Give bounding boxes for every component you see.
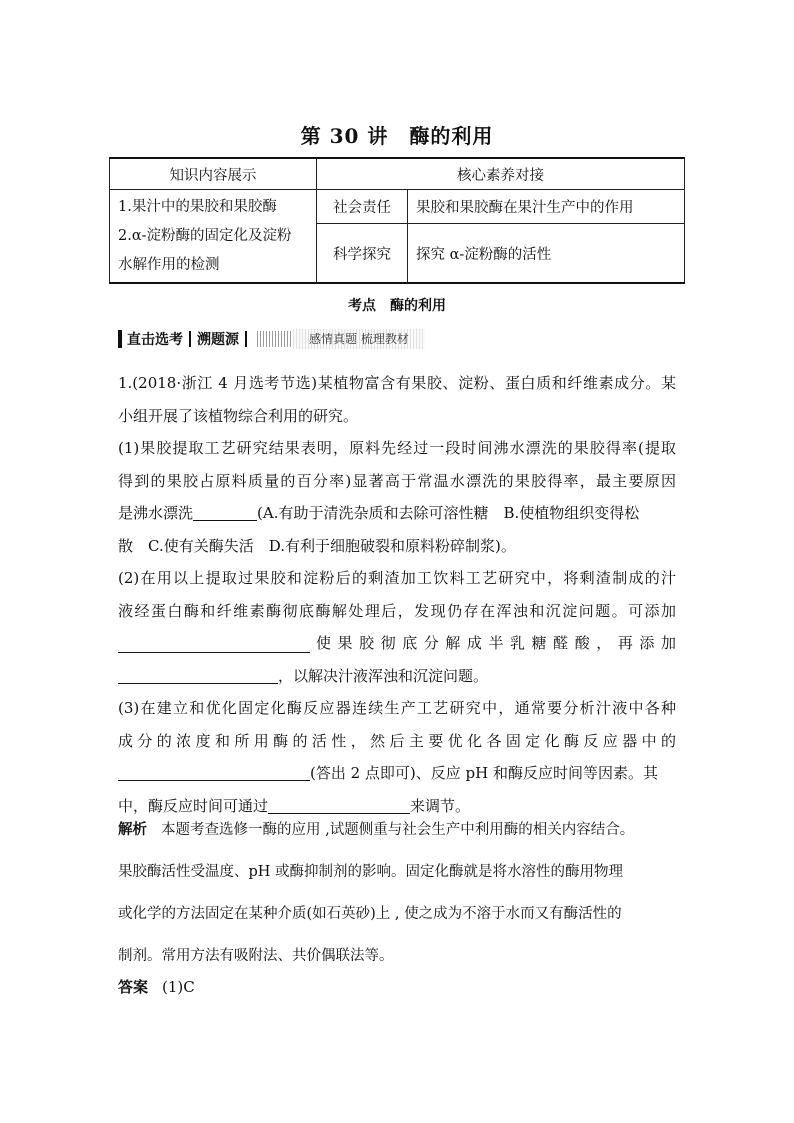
- table-row: [110, 190, 685, 224]
- analysis-block: [118, 812, 678, 980]
- question-text: 中，酶反应时间可通过: [118, 796, 269, 815]
- banner-divider: [245, 331, 247, 347]
- banner-label-1: 直击选考: [127, 332, 183, 348]
- section-banner: [118, 328, 425, 350]
- answer-blank[interactable]: [118, 634, 310, 653]
- answer-blank[interactable]: [118, 665, 278, 684]
- page-title: 第 30 讲 酶的利用: [300, 124, 494, 148]
- banner-label-2: 溯题源: [197, 332, 239, 348]
- banner-stripe: [257, 331, 293, 347]
- question-text: 是沸水漂洗: [118, 504, 194, 522]
- analysis-line: 或化学的方法固定在某种介质(如石英砂)上 , 使之成为不溶于水而又有酶活性的: [118, 906, 622, 922]
- literacy-category: 科学探究: [317, 224, 408, 284]
- question-text: (A.有助于清洗杂质和去除可溶性糖 B.使植物组织变得松: [257, 504, 640, 522]
- banner-bar-icon: [118, 330, 122, 348]
- literacy-content: 探究 α-淀粉酶的活性: [408, 224, 685, 284]
- knowledge-line: 1.果汁中的果胶和果胶酶: [118, 198, 277, 215]
- literacy-category: 社会责任: [317, 190, 408, 224]
- analysis-label: 解析: [118, 821, 147, 838]
- answer-block: [118, 976, 195, 997]
- answer-label: 答案: [118, 978, 149, 996]
- answer-blank[interactable]: [118, 762, 310, 781]
- question-block: [118, 367, 676, 822]
- overview-table: [109, 157, 685, 284]
- question-line: 小组开展了该植物综合利用的研究。: [118, 406, 359, 425]
- question-line: [118, 497, 676, 530]
- answer-blank[interactable]: [193, 502, 257, 521]
- question-text: ，以解决汁液浑浊和沉淀问题。: [278, 666, 489, 685]
- question-text: 来调节。: [410, 796, 471, 815]
- table-header-literacy: 核心素养对接: [317, 158, 685, 190]
- analysis-line: 制剂。常用方法有吸附法、共价偶联法等。: [118, 948, 394, 964]
- question-line: (2)在用以上提取过果胶和淀粉后的剩渣加工饮料工艺研究中，将剩渣制成的汁: [118, 569, 676, 587]
- table-header-knowledge: 知识内容展示: [110, 158, 317, 190]
- question-line: [118, 757, 676, 790]
- knowledge-line: 水解作用的检测: [118, 256, 220, 273]
- question-line: 成分的浓度和所用酶的活性，然后主要优化各固定化酶反应器中的: [118, 731, 676, 750]
- analysis-text: 本题考查选修一酶的应用 ,试题侧重与社会生产中利用酶的相关内容结合。: [161, 822, 635, 838]
- banner-tag: 感情真题 梳理教材: [293, 329, 425, 349]
- question-line: (1)果胶提取工艺研究结果表明，原料先经过一段时间沸水漂洗的果胶得率(提取: [118, 439, 676, 457]
- knowledge-line: 2.α-淀粉酶的固定化及淀粉: [118, 227, 292, 244]
- question-line: 散 C.使有关酶失活 D.有利于细胞破裂和原料粉碎制浆)。: [118, 536, 516, 555]
- banner-divider: [189, 331, 191, 347]
- question-text: 使果胶彻底分解成半乳糖醛酸，再添加: [316, 634, 676, 652]
- knowledge-cell: [110, 190, 317, 284]
- table-header-row: [110, 158, 685, 190]
- answer-blank[interactable]: [268, 795, 410, 814]
- analysis-line: 果胶酶活性受温度、pH 或酶抑制剂的影响。固定化酶就是将水溶性的酶用物理: [118, 864, 624, 880]
- question-line: [118, 660, 676, 693]
- question-line: (3)在建立和优化固定化酶反应器连续生产工艺研究中，通常要分析汁液中各种: [118, 699, 676, 717]
- answer-text: (1)C: [162, 978, 195, 996]
- analysis-line: [118, 812, 678, 854]
- question-line: 液经蛋白酶和纤维素酶彻底酶解处理后，发现仍存在浑浊和沉淀问题。可添加: [118, 601, 676, 620]
- question-line: 1.(2018·浙江 4 月选考节选)某植物富含有果胶、淀粉、蛋白质和纤维素成分。某: [118, 374, 676, 392]
- question-line: 得到的果胶占原料质量的百分率)显著高于常温水漂洗的果胶得率，最主要原因: [118, 471, 676, 490]
- literacy-content: 果胶和果胶酶在果汁生产中的作用: [408, 190, 685, 224]
- section-title: 考点 酶的利用: [348, 298, 446, 314]
- question-text: (答出 2 点即可)、反应 pH 和酶反应时间等因素。其: [310, 764, 659, 782]
- question-line: [118, 627, 676, 660]
